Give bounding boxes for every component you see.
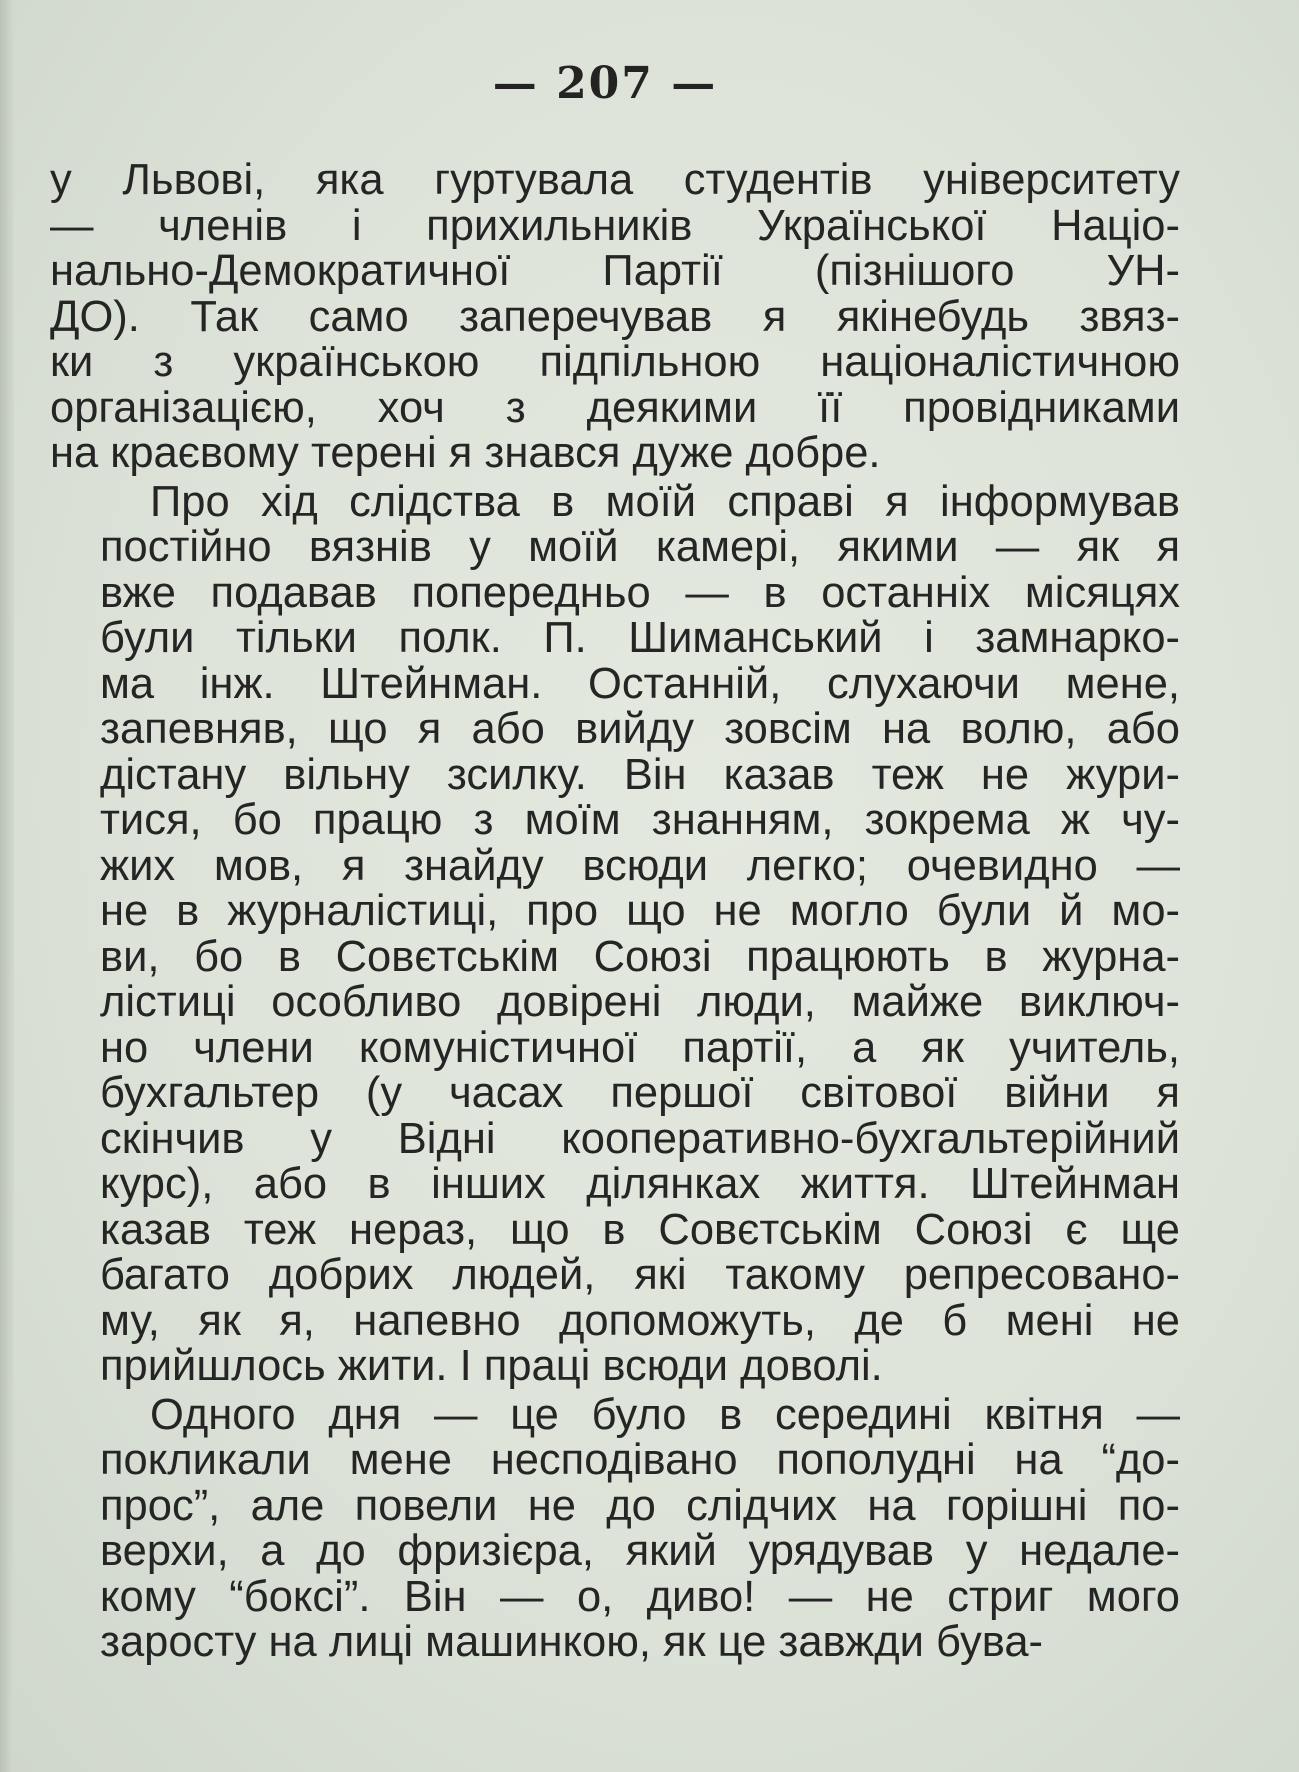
text-line: ви, бо в Совєтськім Союзі працюють в журна- (100, 932, 1180, 981)
text-line: курс), або в інших ділянках життя. Штейнман (100, 1160, 1180, 1208)
text-line: Про хід слідства в моїй справі я інформував (150, 477, 1180, 526)
text-line: не в журналістиці, про що не могло були й мо- (100, 887, 1180, 935)
text-line: скінчив у Відні кооперативно-бухгальтерійний (100, 1114, 1180, 1163)
paragraph (50, 1390, 1180, 1666)
text-line: казав теж нераз, що в Совєтськім Союзі є ще (100, 1205, 1180, 1254)
text-line: тися, бо працю з моїм знанням, зокрема ж чу- (100, 796, 1180, 844)
text-line: організацією, хоч з деякими її провідниками (50, 383, 1180, 432)
text-line: прос”, але повели не до слідчих на горішні по- (100, 1481, 1180, 1530)
text-line: ДО). Так само заперечував я якінебудь звяз- (50, 292, 1180, 341)
text-line: прийшлось жити. І праці всюди доволі. (100, 1342, 883, 1390)
text-line: вже подавав попередньо — в останніх місяцях (100, 568, 1180, 617)
text-line: ма інж. Штейнман. Останній, слухаючи мене, (100, 659, 1180, 708)
text-line: но члени комуністичної партії, а як учитель, (100, 1023, 1180, 1072)
text-line: бухгальтер (у часах першої світової війни я (100, 1069, 1180, 1117)
text-line: верхи, а до фризієра, який урядував у недале- (100, 1527, 1180, 1575)
text-line: заросту на лиці машинкою, як це завжди бува- (100, 1618, 1044, 1666)
page-binding-shadow (0, 0, 14, 1772)
text-line: були тільки полк. П. Шиманський і замнарко- (100, 614, 1180, 662)
text-line: запевняв, що я або вийду зовсім на волю, або (100, 705, 1180, 753)
text-line: жих мов, я знайду всюди легко; очевидно — (100, 841, 1180, 890)
text-line: постійно вязнів у моїй камері, якими — як я (100, 523, 1180, 571)
body-text (50, 158, 1180, 1666)
text-line: — членів і прихильників Української Націо- (50, 201, 1180, 250)
text-line: на краєвому терені я знався дуже добре. (50, 429, 881, 477)
paragraph (50, 477, 1180, 1390)
text-line: лістиці особливо довірені люди, майже виключ- (100, 978, 1180, 1026)
text-line: му, як я, напевно допоможуть, де б мені не (100, 1296, 1180, 1345)
text-line: нально-Демократичної Партії (пізнішого УН- (50, 247, 1180, 295)
page-number: — 207 — (492, 58, 718, 109)
text-line: у Львові, яка гуртувала студентів університету (50, 156, 1180, 204)
text-line: Одного дня — це було в середині квітня — (150, 1390, 1180, 1439)
text-line: багато добрих людей, які такому репресовано- (100, 1251, 1180, 1299)
paragraph (50, 158, 1180, 477)
text-line: покликали мене несподівано пополудні на “до- (100, 1436, 1180, 1484)
text-line: дістану вільну зсилку. Він казав теж не жури- (100, 750, 1180, 799)
text-line: кому “боксі”. Він — о, диво! — не стриг мого (100, 1572, 1180, 1621)
text-line: ки з українською підпільною націоналістичною (50, 338, 1180, 386)
